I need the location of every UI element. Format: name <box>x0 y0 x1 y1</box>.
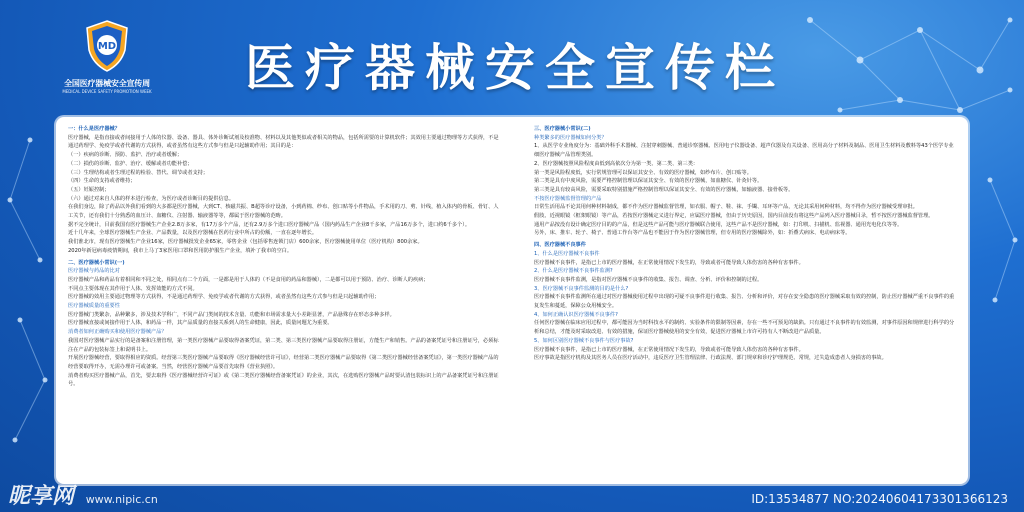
logo-badge: MD <box>97 41 117 52</box>
paragraph: 医疗器械直接或间接作用于人体，和药品一样，其产品质量的直接关系到人的生命健康，因此，质量问题尤为重要。 <box>68 320 333 327</box>
paragraph: 另外，床、推车、轮子、椅子、普通工作台等产品也不能因于作为医疗器械管理，但专用的医疗器械除外，如：折叠式病床、电动病床等。 <box>534 230 851 237</box>
paragraph: （一）疾病的诊断、预防、监护、治疗或者缓解； <box>68 152 183 159</box>
paragraph: 第二类是具有中度风险，需要严格控制管理以保证其安全、有效的医疗器械，如血糖仪、针灸针等。 <box>534 178 763 185</box>
section-heading: 一：什么是医疗器械？ <box>68 126 120 132</box>
section-heading: 不按医疗器械监督管理的产品 <box>534 195 602 202</box>
paragraph: 2、医疗器械按照风险程度由低到高依次分为第一类、第二类、第三类： <box>534 160 699 167</box>
section-heading: 三、医疗器械小常识(二) <box>534 126 591 132</box>
page-title: 医疗器械安全宣传栏 <box>245 39 785 97</box>
paragraph: 我们淮北市，现有医疗器械生产企业16家，医疗器械批发企业65家，零售企业（包括零售连锁门店）600余家，医疗器械使用单位（医疗机构）800余家。 <box>68 239 423 246</box>
paragraph: （五）妊娠控制； <box>68 186 110 193</box>
paragraph: 医疗器械产品和药品有着相同和不同之处，相同点有二个方面，一是都是用于人体的（不是食用的药品和器械），二是都可以用于预防、治疗、诊断人的疾病； <box>68 276 429 283</box>
logo-main-text: 全国医疗器械安全宣传周 <box>64 79 150 88</box>
paragraph: 医疗器械的效用主要通过物理等方式获得，不是通过药理学、免疫学或者代谢的方式获得，或者虽然有这些方式参与但是只起辅助作用； <box>68 294 380 301</box>
section-heading: 3、医疗器械不良事件监测的目的是什么? <box>534 285 629 292</box>
watermark-left <box>8 479 158 510</box>
paragraph: 假肢、近视眼镜（框架眼镜）等产品，若按医疗器械定义进行界定，应属医疗器械，但由于历史原因，国内目前没有将这些产品列入医疗器械目录，暂不按医疗器械监督管理。 <box>534 213 934 220</box>
section-heading: 医疗器械质量的重要性 <box>68 303 120 310</box>
paragraph: （二）损伤的诊断、监护、治疗、缓解或者功能补偿； <box>68 160 193 167</box>
content-board <box>56 117 968 484</box>
section-heading: 4、如何正确认识医疗器械不良事件? <box>534 311 618 318</box>
paragraph: 2020年新冠病毒疫情期间，我市上马了3家医用口罩和医用防护服生产企业，填补了我市的空白。 <box>68 247 293 254</box>
shield-icon <box>85 20 129 72</box>
paragraph: 医疗器械不良事件监测，是指对医疗器械不良事件的收集、报告、调查、分析、评价和控制的过程。 <box>534 276 763 283</box>
paragraph: 医疗器械不良事件，是指已上市的医疗器械，在正常使用情况下发生的，导致或者可能导致人体伤害的各种有害事件。 <box>534 259 804 266</box>
paragraph: 开展医疗器械经营，要取得相应的资质。经营第三类医疗器械产品要取得《医疗器械经营许可证》，经营第二类医疗器械产品要取得《第二类医疗器械经营备案凭证》，第一类医疗器械产品的经营要取得开办，无需办理许可或备案。当然，经营医疗器械产品要首先取得《营业执照》。 <box>68 355 499 370</box>
watermark-logo-text: 昵享网 <box>8 484 75 509</box>
paragraph: 医疗事故是指医疗机构及其医务人员在医疗活动中，违反医疗卫生管理法律、行政法规、部门规章和诊疗护理规范、常规，过失造成患者人身损害的事故。 <box>534 355 887 362</box>
watermark-right: ID:13534877 NO:20240604173301366123 <box>751 492 1008 506</box>
paragraph: 任何医疗器械在临床应用过程中，都可能因为当时科技水平的制约、实验条件的限制等因素，存在一些不可预见的缺陷。只有通过不良事件的有效监测，对事件原因和规律进行科学的分析和总结，才能及时采取改进、有效的措施，保证医疗器械使用的安全有效，促进医疗器械上市许可持有人不断改进产品质量。 <box>534 320 955 336</box>
section-heading: 2、什么是医疗器械不良事件监测? <box>534 268 613 275</box>
watermark-url: www.nipic.cn <box>85 493 158 506</box>
paragraph: 医疗器械，是指直接或者间接用于人体的仪器、设备、器具、体外诊断试剂及校准物、材料以及其他类似或者相关的物品，包括所需要的计算机软件；其效用主要通过物理等方式获得，不是通过药理学、免疫学或者代谢的方式获得，或者虽然有这些方式参与但是只起辅助作用；其目的是： <box>68 134 499 150</box>
paragraph: （六）通过对来自人体的样本进行检查，为医疗或者诊断目的提供信息。 <box>68 195 235 202</box>
logo <box>52 20 162 94</box>
section-heading: 1、什么是医疗器械不良事件 <box>534 250 600 257</box>
section-heading: 5、如何区别医疗器械不良事件与医疗事故? <box>534 337 634 344</box>
section-heading: 消费者如何正确购买和使用医疗器械产品？ <box>68 329 167 336</box>
paragraph: 日常生活用品不论其用何种材料制成，都不作为医疗器械监督管理，如衣服、帽子、鞋、袜、手镯、耳环等产品，无论其采用何种材料，均不得作为医疗器械受理审批。 <box>534 204 918 211</box>
logo-sub-text: MEDICAL DEVICE SAFETY PROMOTION WEEK <box>62 89 152 94</box>
paragraph: 据不完全统计，目前我国有医疗器械生产企业2.8万多家，有17万多个产品，还有2.9万多个进口医疗器械产品（国内药品生产企业8千多家，产品16万多个，进口约6千多个）。 <box>68 221 471 228</box>
right-column <box>534 125 956 363</box>
paragraph: （三）生理结构或者生理过程的检验、替代、调节或者支持； <box>68 169 209 176</box>
paragraph: 第一类是风险程度低，实行常规管理可以保证其安全、有效的医疗器械，如纱布片、创口贴等。 <box>534 169 752 176</box>
paragraph: 我国对医疗器械产品实行的是备案和注册管理，第一类医疗器械产品要取得备案凭证，第二类、第三类医疗器械产品要取得注册证，方能生产和销售。产品的备案凭证号和注册证号，必须标注在产品的包装标签上和说明书上。 <box>68 337 499 353</box>
section-heading: 种类繁多的医疗器械如何分类？ <box>534 134 607 141</box>
paragraph: 消费者购买医疗器械产品，首先，要去取得《医疗器械经营许可证》或《第二类医疗器械经营备案凭证》的企业，其次，在选购医疗器械产品时要认清包装标识上的产品备案凭证号和注册证号。 <box>68 372 499 388</box>
paragraph: （四）生命的支持或者维持； <box>68 178 136 185</box>
paragraph: 近十几年来，全球医疗器械生产企业、产品数量，以及医疗器械在医药行业中所占的份额，一直在逐年增长。 <box>68 230 318 237</box>
left-column <box>68 125 500 389</box>
paragraph: 医疗器械门类繁杂，品种繁多，涉及技术学科广，不同产品门类间的技术含量、功能和市场需求量大小差距显著，产品悬殊存在形态多种多样。 <box>68 311 395 318</box>
section-heading: 二、医疗器械小常识(一) <box>68 259 125 266</box>
paragraph: 第三类是具有较高风险，需要采取特别措施严格控制管理以保证其安全、有效的医疗器械，如输液器、接骨板等。 <box>534 186 794 193</box>
paragraph: 不同点主要体现在其作用于人体、发挥效能的方式不同。 <box>68 285 198 292</box>
paragraph: 医疗器械不良事件，是指已上市的医疗器械，在正常使用情况下发生的，导致或者可能导致人体伤害的各种有害事件。 <box>534 346 804 353</box>
section-heading: 四、医疗器械不良事件 <box>534 242 586 249</box>
paragraph: 1、从医学专业角度分为：基础外科手术器械、注射穿刺器械、普通诊察器械、医用电子仪器设备、超声仪器及有关设备、医用高分子材料及制品、医用卫生材料及敷料等43个医学专业细医疗器械产品管理类别。 <box>534 143 954 159</box>
paragraph: 医疗器械不良事件监测所在通过对医疗器械使用过程中出现的可疑不良事件进行收集、报告、分析和评价，对存在安全隐患的医疗器械采取有效的控制，防止医疗器械严重不良事件的重复发生和蔓延，保障公众用械安全。 <box>534 294 955 310</box>
section-heading: 医疗器械与药品的比对 <box>68 268 120 275</box>
paragraph: 在我们身边，除了药品以外我们看到的大多都是医疗器械，大到CT、核磁共振、B超等诊疗设备，小到药棉、纱布、创口贴等小件物品，手术用的刀、剪、针线，植入体内的骨板、骨钉、人工关节，还有我们十分熟悉的血压计、血糖仪、注射器、输液器等等，都属于医疗器械的范畴。 <box>68 204 499 220</box>
paragraph: 通用产品按没有设计确定医疗目的的产品，但是这些产品可能与医疗器械联合使用，这些产品不是医疗器械，如：打印机、扫描机、监视器、通用光电化仪等等。 <box>534 221 903 228</box>
